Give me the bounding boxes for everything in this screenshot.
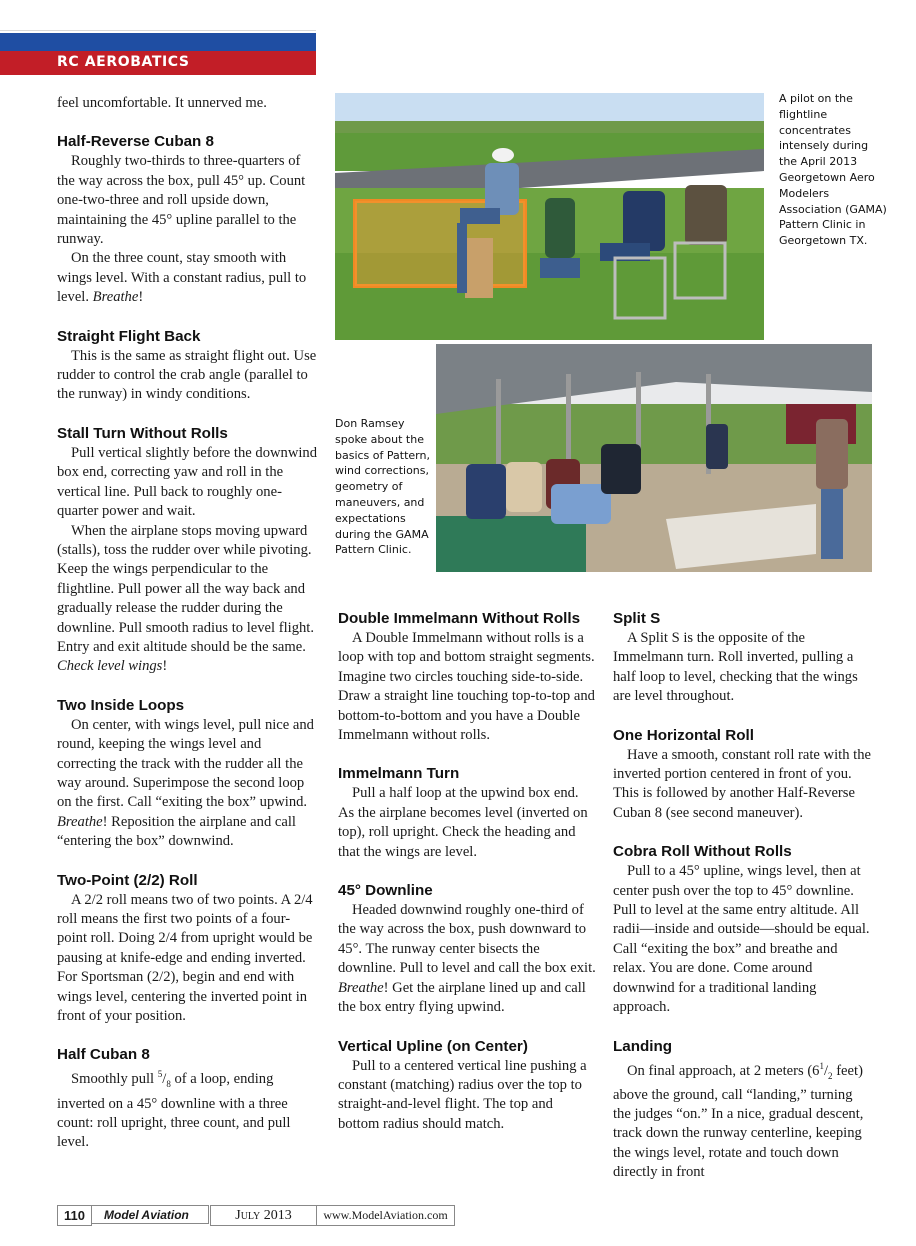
heading-vertical-upline: Vertical Upline (on Center) bbox=[338, 1037, 528, 1055]
paragraph: Have a smooth, constant roll rate with the inverted portion centered in front of you. This is followed by another Half-Reverse Cuban 8 (see second maneuver). bbox=[613, 746, 871, 821]
heading-one-horizontal-roll: One Horizontal Roll bbox=[613, 726, 754, 744]
column-3 bbox=[613, 609, 871, 1183]
heading-45-downline: 45° Downline bbox=[338, 882, 433, 900]
website-url[interactable]: www.ModelAviation.com bbox=[316, 1205, 455, 1226]
heading-landing: Landing bbox=[613, 1037, 673, 1055]
heading-half-cuban-8: Half Cuban 8 bbox=[57, 1046, 150, 1064]
paragraph: A Split S is the opposite of the Immelmann turn. Roll inverted, pulling a half loop to level, checking that the wings are level throughout. bbox=[613, 630, 858, 705]
heading-half-reverse-cuban-8: Half-Reverse Cuban 8 bbox=[57, 133, 214, 151]
paragraph: On the three count, stay smooth with wings level. With a constant radius, pull to level. Breathe! bbox=[57, 250, 307, 306]
heading-cobra-roll: Cobra Roll Without Rolls bbox=[613, 843, 792, 861]
paragraph: Smoothly pull $^5/_8$ of a loop, ending inverted on a 45° downline with a three count: roll upright, three count, and pull level. bbox=[57, 1069, 291, 1151]
paragraph: Roughly two-thirds to three-quarters of the way across the box, pull 45° up. Count one-two-three and roll upside down, maintaining the 45° upline parallel to the runway. bbox=[57, 153, 306, 248]
heading-split-s: Split S bbox=[613, 610, 661, 627]
flightline-photo-image bbox=[335, 93, 764, 340]
photo2-caption: Don Ramsey spoke about the basics of Pattern, wind corrections, geometry of maneuvers, and expectations during the GAMA Pattern Clinic. bbox=[335, 417, 430, 557]
paragraph: Pull to a 45° upline, wings level, then at center push over the top to 45° downline. Pull to level at the same entry altitude. All radii—inside and outside—should be equal. Call “exiting the box” and breathe and relax. You are done. Come around downwind for a traditional landing approach. bbox=[613, 863, 870, 1016]
paragraph: Headed downwind roughly one-third of the way across the box, push downward to 45°. The runway center bisects the downline. Pull to level and call the box exit. Breathe! Get the airplane lined up and call the box entry flying upwind. bbox=[338, 902, 596, 1016]
magazine-name: Model Aviation bbox=[91, 1205, 209, 1224]
flightline-photo bbox=[335, 93, 764, 340]
issue-date: July 2013 bbox=[210, 1205, 317, 1226]
heading-two-inside-loops: Two Inside Loops bbox=[57, 696, 185, 714]
heading-two-point-roll: Two-Point (2/2) Roll bbox=[57, 871, 198, 889]
column-2 bbox=[338, 609, 596, 1134]
page-number: 110 bbox=[57, 1205, 92, 1226]
paragraph: A Double Immelmann without rolls is a loop with top and bottom straight segments. Imagine two circles touching side-to-side. Draw a straight line touching top-to-top and bottom-to-bottom and you have a Double Immelmann without rolls. bbox=[338, 630, 595, 744]
intro-text: feel uncomfortable. It unnerved me. bbox=[57, 95, 267, 111]
heading-stall-turn: Stall Turn Without Rolls bbox=[57, 424, 228, 442]
paragraph: A 2/2 roll means two of two points. A 2/4 roll means the first two points of a four-point roll. Doing 2/4 from upright would be pausing at knife-edge and ending inverted. For Sportsman (2/2), begin and end with wings level, centering the inverted point in front of your position. bbox=[57, 891, 313, 1025]
photo1-caption: A pilot on the flightline concentrates intensely during the April 2013 Georgetown Aero Modelers Association (GAMA) Pattern Clinic in Georgetown TX. bbox=[779, 92, 887, 248]
paragraph: When the airplane stops moving upward (stalls), toss the rudder over while pivoting. Keep the wings perpendicular to the flightline. Pull power all the way back and gradually release the rudder during the downline. Pull smooth radius to level flight. Entry and exit altitude should be the same. Check level wings! bbox=[57, 522, 314, 675]
header-white-band bbox=[0, 0, 316, 31]
paragraph: This is the same as straight flight out. Use rudder to control the crab angle (parallel to the runway) in windy conditions. bbox=[57, 347, 317, 403]
column-1 bbox=[57, 94, 320, 1153]
header-blue-band bbox=[0, 33, 316, 51]
paragraph: Pull a half loop at the upwind box end. As the airplane becomes level (inverted on top), roll upright. Check the heading and that the wings are level. bbox=[338, 785, 588, 860]
heading-immelmann-turn: Immelmann Turn bbox=[338, 765, 460, 783]
paragraph: On center, with wings level, pull nice and round, keeping the wings level and correcting the track with the rudder all the way around. Superimpose the second loop on the first. Call “exiting the box” upwind. Breathe! Reposition the airplane and call “entering the box” downwind. bbox=[57, 716, 314, 850]
section-label: RC AEROBATICS bbox=[57, 54, 190, 70]
paragraph: On final approach, at 2 meters ($6^1/_2$ feet) above the ground, call “landing,” turning the judges “on.” In a nice, gradual descent, track down the runway centerline, keeping the wings level, rotate and touch down directly in front bbox=[613, 1060, 864, 1181]
pavilion-photo bbox=[436, 344, 872, 572]
heading-straight-flight-back: Straight Flight Back bbox=[57, 327, 201, 345]
heading-double-immelmann: Double Immelmann Without Rolls bbox=[338, 610, 581, 627]
paragraph: Pull to a centered vertical line pushing a constant (matching) radius over the top to straight-and-level flight. The top and bottom radius should match. bbox=[338, 1057, 587, 1132]
pavilion-photo-image bbox=[436, 344, 872, 572]
paragraph: Pull vertical slightly before the downwind box end, correcting yaw and roll in the vertical line. Pull back to roughly one-quarter power and wait. bbox=[57, 444, 318, 520]
